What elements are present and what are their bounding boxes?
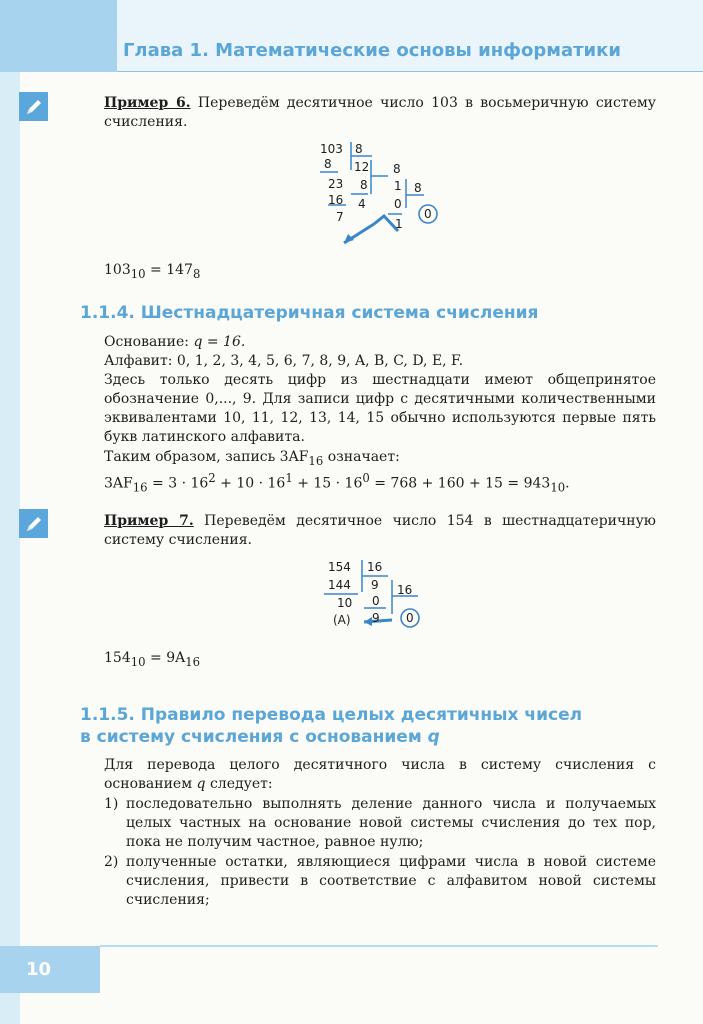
section-115-heading: 1.1.5. Правило перевода целых десятичных чисел в систему счисления с основанием q [80, 705, 583, 747]
remainder-step-6: 23 [328, 177, 344, 191]
subtract-6-1: 8 [324, 157, 332, 171]
section-115-intro: Для перевода целого десятичного числа в систему счисления с основанием q следует: [104, 757, 656, 792]
means-line: Таким образом, запись $3AF_{16}$ означает: [104, 449, 400, 468]
chapter-title: Глава 1. Математические основы информатики [122, 40, 621, 61]
footer-rule [100, 945, 658, 947]
divisor-6-1: 8 [355, 142, 363, 156]
divisor-7-2: 16 [397, 583, 413, 597]
subtract-6-4: 0 [394, 197, 402, 211]
example-6-result: $103_{10} = 147_8$ [104, 262, 201, 281]
side-strip [0, 0, 20, 1024]
list-item: 1) последовательно выполнять деление данного числа и получаемых целых частных на основание новой системы счисления до тех пор, пока не получим частное, равное нулю; [104, 796, 656, 850]
example-7-division [300, 556, 460, 636]
dividend-7: 154 [328, 560, 351, 574]
remainder-6-1: 7 [336, 210, 344, 224]
quotient-6-1: 12 [354, 160, 370, 174]
quotient-7-2: 0 [406, 611, 414, 625]
hex-formula: $3AF_{16} = 3 \cdot 16^2 + 10 \cdot 16^1 + 15 \cdot 16^0 = 768 + 160 + 15 = 943_{10}$. [104, 471, 570, 495]
alphabet-line: Алфавит: 0, 1, 2, 3, 4, 5, 6, 7, 8, 9, A, B, C, D, E, F. [104, 353, 464, 369]
section-114-heading: 1.1.4. Шестнадцатеричная система счисления [80, 303, 539, 323]
example-7-result: $154_{10} = 9A_{16}$ [104, 650, 201, 669]
remainder-6-2: 4 [358, 197, 366, 211]
page-number: 10 [0, 946, 100, 993]
example-6-division [300, 138, 460, 258]
dividend-6: 103 [320, 142, 343, 156]
subtract-7-2: 0 [372, 594, 380, 608]
example-6-body: Переведём десятичное число 103 в восьмеричную систему счисления. [104, 95, 657, 130]
quotient-6-3: 0 [424, 207, 432, 221]
example-7-label: Пример 7. [104, 513, 194, 529]
remainder-7-1: 10 [337, 596, 353, 610]
example-7-text [104, 512, 656, 550]
divisor-7-1: 16 [367, 560, 383, 574]
header-block [0, 0, 117, 72]
example-6-text [104, 94, 656, 132]
example-7-body: Переведём десятичное число 154 в шестнадцатеричную систему счисления. [104, 513, 656, 548]
pencil-icon [19, 509, 48, 538]
remainder-6-3: 1 [395, 217, 403, 231]
example-6-label: Пример 6. [104, 95, 191, 111]
list-item: 2) полученные остатки, являющиеся цифрами числа в новой системе счисления, привести в соответствие с алфавитом новой системы счисления; [104, 854, 656, 908]
base-line: Основание: q = 16. [104, 334, 246, 350]
subtract-6-3: 8 [360, 178, 368, 192]
header-bar [117, 0, 703, 72]
quotient-6-2: 1 [394, 179, 402, 193]
divisor-6-2: 8 [393, 162, 401, 176]
hex-paragraph: Здесь только десять цифр из шестнадцати имеют общепринятое обозначение 0,..., 9. Для записи цифр с десятичными количественными эквивалентами 10, 11, 12, 13, 14, 15 обычно используются первые пять букв латинского алфавита. [104, 372, 656, 445]
subtract-7-1: 144 [328, 578, 351, 592]
divisor-6-3: 8 [414, 181, 422, 195]
pencil-icon [19, 92, 48, 121]
remainder-note-7: (A) [333, 613, 351, 627]
header-rule [117, 71, 703, 72]
quotient-7-1: 9 [371, 578, 379, 592]
remainder-7-2: 9 [372, 611, 380, 625]
subtract-6-2: 16 [328, 193, 344, 207]
